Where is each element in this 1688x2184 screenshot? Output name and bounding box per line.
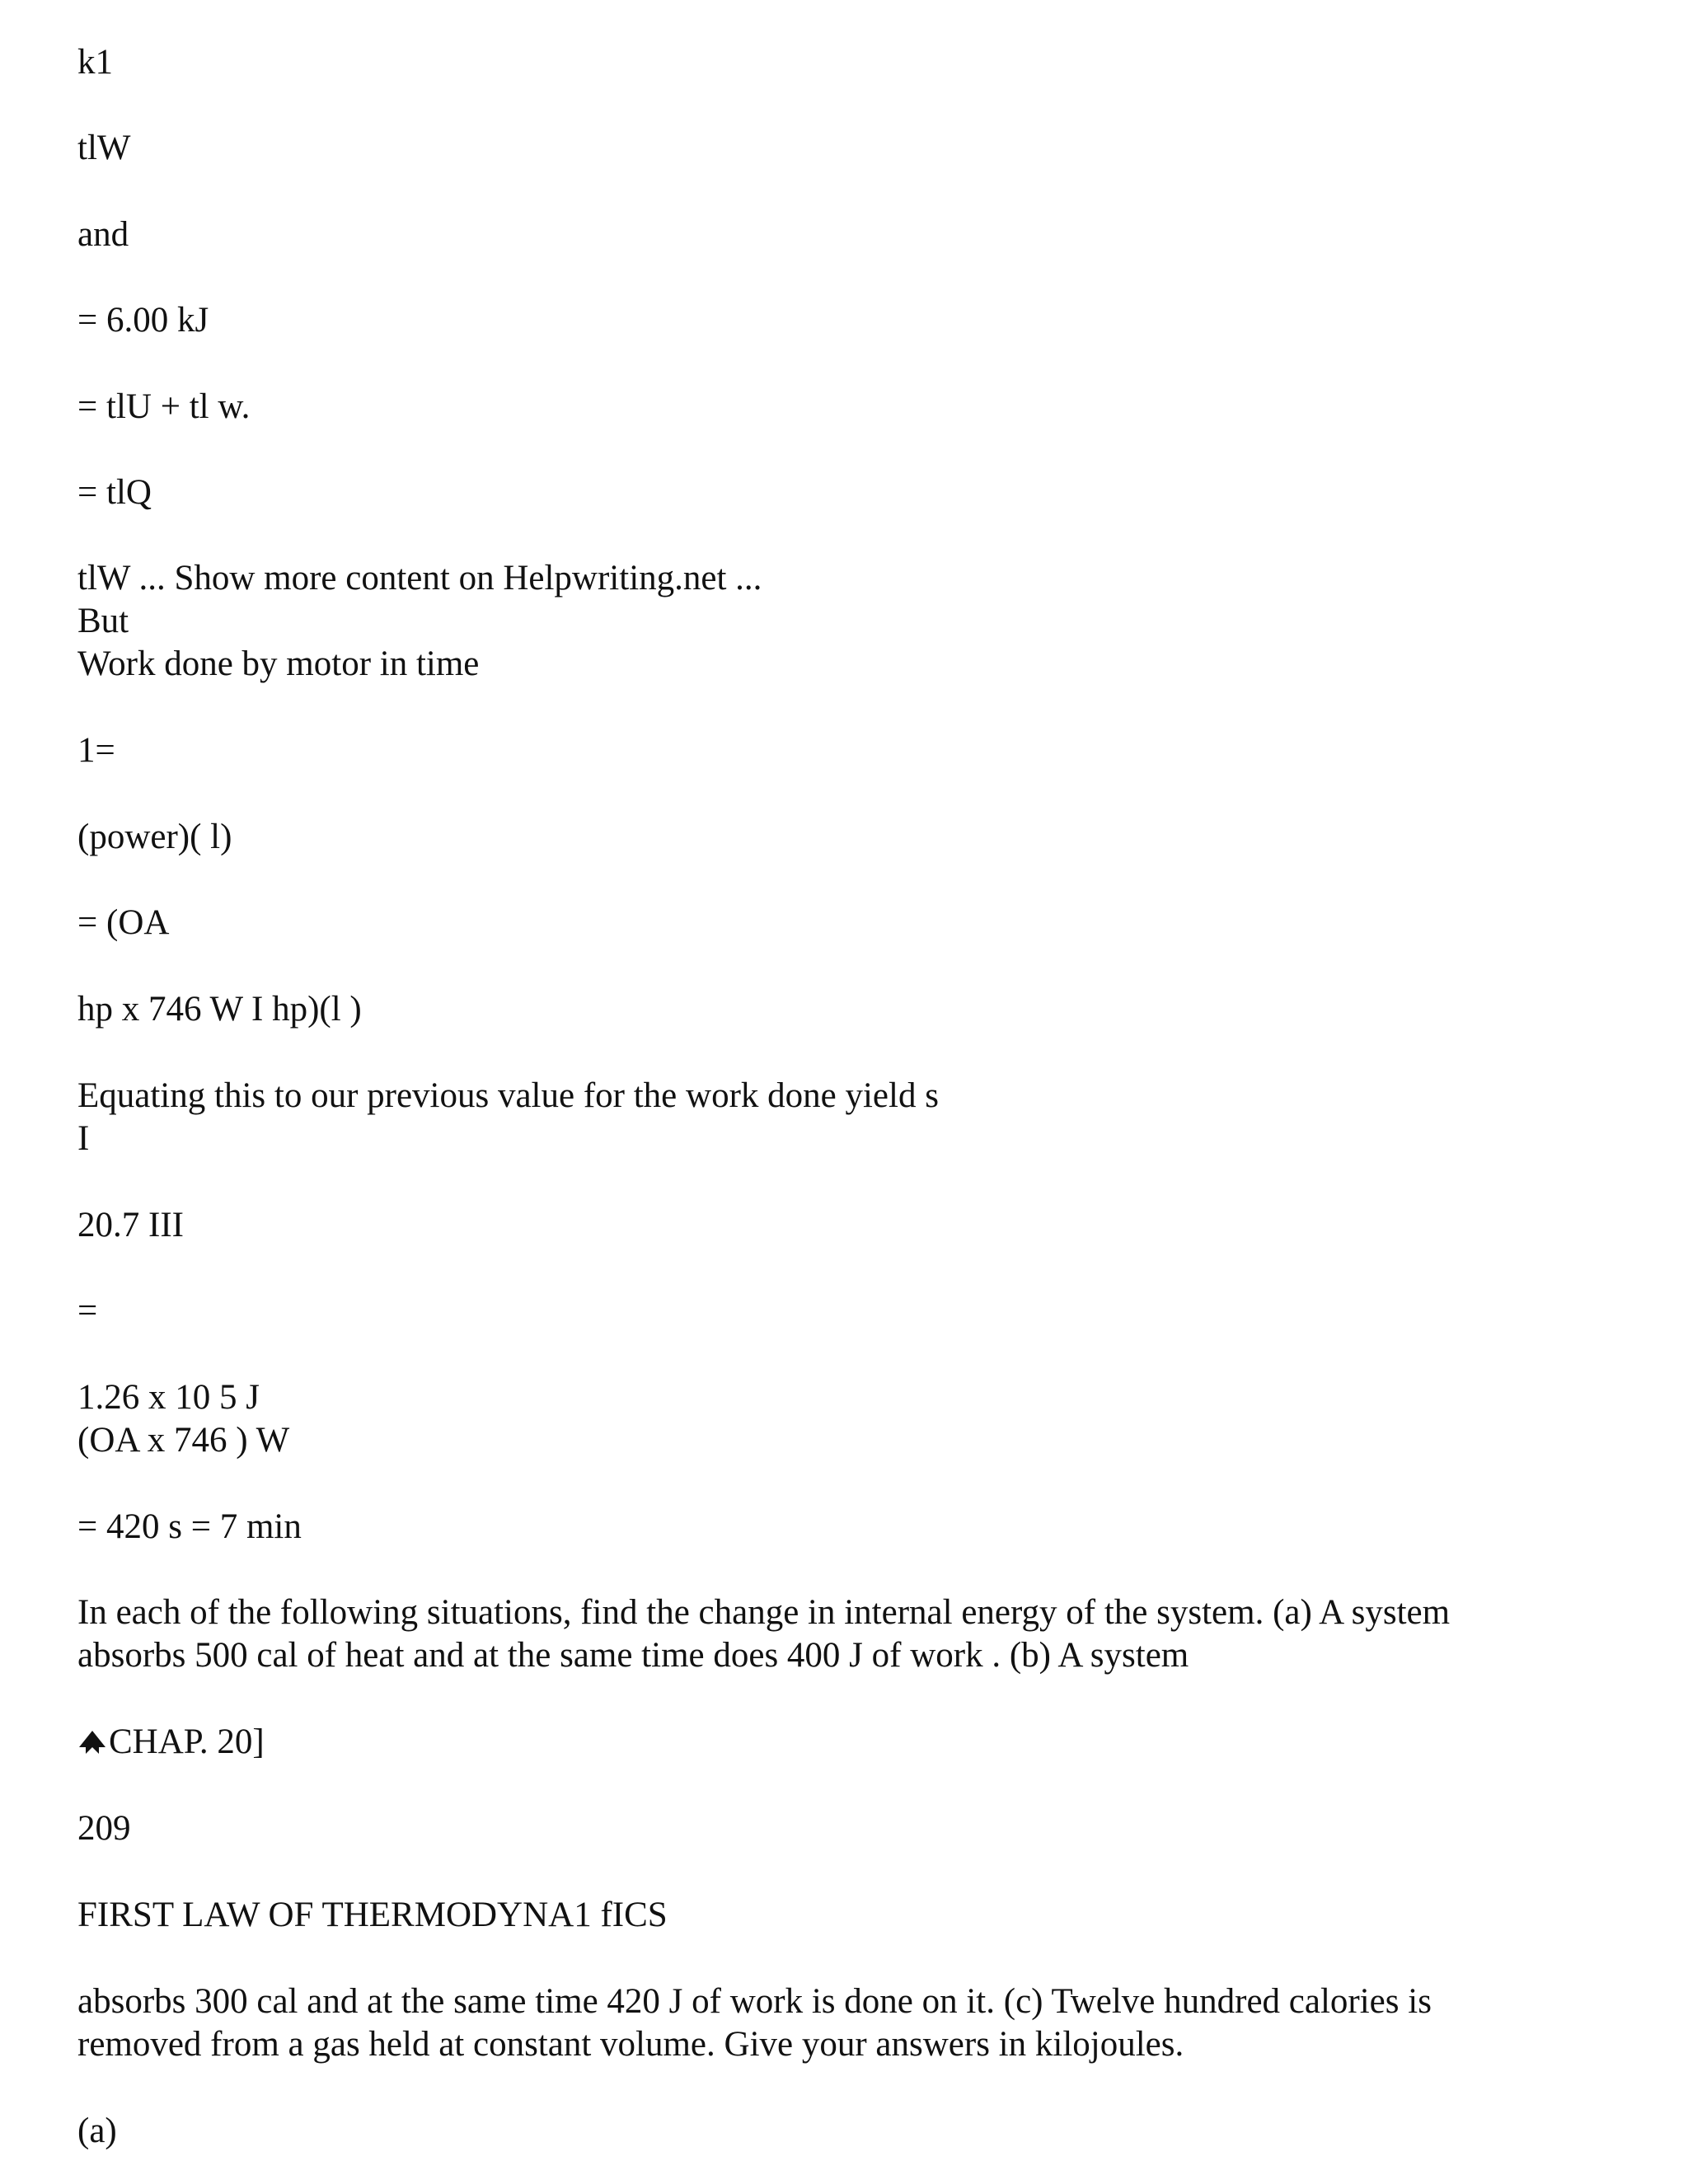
text-line-k1: k1 [77,43,113,82]
text-line-1-26e5: 1.26 x 10 5 J [77,1378,260,1417]
text-line-equals: = [77,1291,98,1330]
text-line-problem-1: In each of the following situations, find the change in internal energy of the system. (a) A system [77,1593,1451,1632]
text-line-tlw: tlW [77,129,131,167]
text-line-6kj: = 6.00 kJ [77,301,209,340]
text-line-420s: = 420 s = 7 min [77,1507,302,1546]
text-line-equating: Equating this to our previous value for the work done yield s [77,1076,939,1115]
text-line-show-more-prefix: tlW ... [77,559,175,598]
text-line-work-done: Work done by motor in time [77,644,480,683]
chapter-label: CHAP. 20] [109,1722,265,1761]
text-line-oa-746: (OA x 746 ) W [77,1421,290,1460]
text-line-hp: hp x 746 W I hp)(l ) [77,990,362,1029]
text-line-problem-4: removed from a gas held at constant volume. Give your answers in kilojoules. [77,2025,1184,2064]
text-line-page-number: 209 [77,1809,131,1848]
text-line-power: (power)( l) [77,818,232,856]
text-line-problem-2: absorbs 500 cal of heat and at the same time does 400 J of work . (b) A system [77,1636,1189,1675]
text-line-show-more [77,557,762,600]
text-line-chapter-title: FIRST LAW OF THERMODYNA1 fICS [77,1896,668,1934]
show-more-link[interactable]: Show more content on Helpwriting.net ... [174,559,762,598]
text-line-chapter [77,1721,265,1764]
text-line-i: I [77,1119,90,1158]
text-line-20-7: 20.7 III [77,1206,184,1244]
text-line-but: But [77,602,129,640]
text-line-problem-3: absorbs 300 cal and at the same time 420 J of work is done on it. (c) Twelve hundred calories is [77,1982,1432,2021]
text-line-du-plus-dw: = tlU + tl w. [77,387,251,426]
text-line-part-a: (a) [77,2111,117,2150]
up-arrow-icon [77,1729,107,1755]
text-line-oa: = (OA [77,903,170,942]
text-line-dq: = tlQ [77,473,152,512]
text-line-and: and [77,215,129,254]
text-line-1-equals: 1= [77,731,115,770]
